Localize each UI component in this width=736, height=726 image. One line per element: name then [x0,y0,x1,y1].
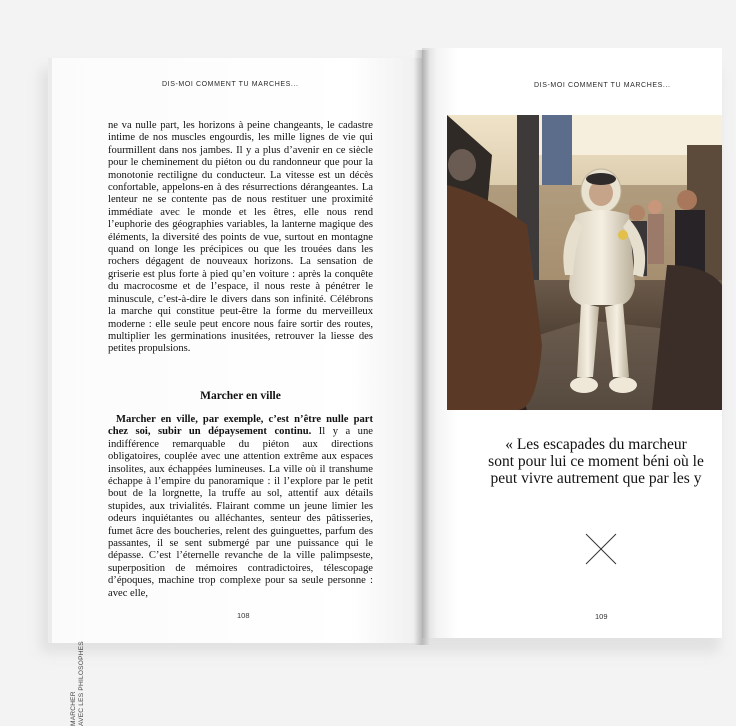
left-running-head: DIS-MOI COMMENT TU MARCHES... [162,81,299,88]
quote-line-3: peut vivre autrement que par les y [490,470,702,487]
paragraph-continuation: Il y a une indifférence remarquable du piéton aux directions obligatoires, couplée avec une attention extrême aux espaces insolites, aux échappées lumineuses. La ville où il transhume échappe à l’empire du panoramique : il l’explore par le petit bout de la lorgnette, la truffe au sol, attentif aux détails stupides, aux trivialités. Flairant comme un jeune limier les odeurs inquiétantes ou alléchantes, senteur des pâtisseries, fumet âcre des boucheries, relent des guinguettes, parfum des passantes, il se sent submergé par une puissance qui le dépasse. C’est l’éternelle revanche de la ville palimpseste, superposition de mémoires contradictoires, télescopage d’époques, machine trop complexe pour sa seule personne : avec elle, [108,426,373,599]
cross-ornament-icon [584,532,618,566]
photo-illustration [447,115,722,410]
section-heading: Marcher en ville [200,390,281,402]
book-gutter [414,50,430,645]
body-paragraph-2 [108,414,373,600]
left-page [48,58,426,726]
left-body-text-bottom [108,414,373,600]
side-label-line2: AVEC LES PHILOSOPHES [77,641,85,726]
side-section-label [70,586,85,726]
body-paragraph: ne va nulle part, les horizons à peine changeants, le cadastre intime de nos muscles engourdis, les mille lignes de vie qui fourmillent dans nos jambes. Il y a plus d’avenir en ce siècle pour le cheminement du piéton ou du randonneur que pour la monotonie rectiligne du conducteur. La vitesse est un décès confortable, appelons-en à des résurrections dérangeantes. La lenteur ne se contente pas de nous restituer une proximité immédiate avec le monde et les êtres, elle nous rend l’euphorie des géographies variables, la lanterne magique des éléments, la diversité des points de vue, surtout en montagne quand on longe les précipices ou que les trouées dans les rochers dégagent de nouveaux horizons. La sensation de griserie est plus forte à pied qu’en voiture : après la conquête du macrocosme et de l’espace, il nous reste à pénétrer le minuscule, c’est-à-dire le divers dans son infinité. Célébrons la marche qui constitue peut-être la forme du merveilleux moderne : elle seule peut encore nous faire sortir des routes, multiplier les germinations inusitées, retrouver la liesse des petites propulsions. [108,120,373,355]
pull-quote [456,436,736,487]
side-label-line1: MARCHER [70,691,77,726]
bold-lead-sentence: Marcher en ville, par exemple, c’est n’être nulle part chez soi, subir un dépaysement continu. [108,414,373,438]
right-page [422,48,722,638]
right-page-number: 109 [595,612,608,621]
right-running-head: DIS-MOI COMMENT TU MARCHES... [534,82,671,89]
quote-line-1: « Les escapades du marcheur [505,436,687,453]
quote-line-2: sont pour lui ce moment béni où le [488,453,704,470]
left-page-number: 108 [237,611,250,620]
astronaut-photo [447,115,722,410]
left-body-text-top [108,120,373,356]
